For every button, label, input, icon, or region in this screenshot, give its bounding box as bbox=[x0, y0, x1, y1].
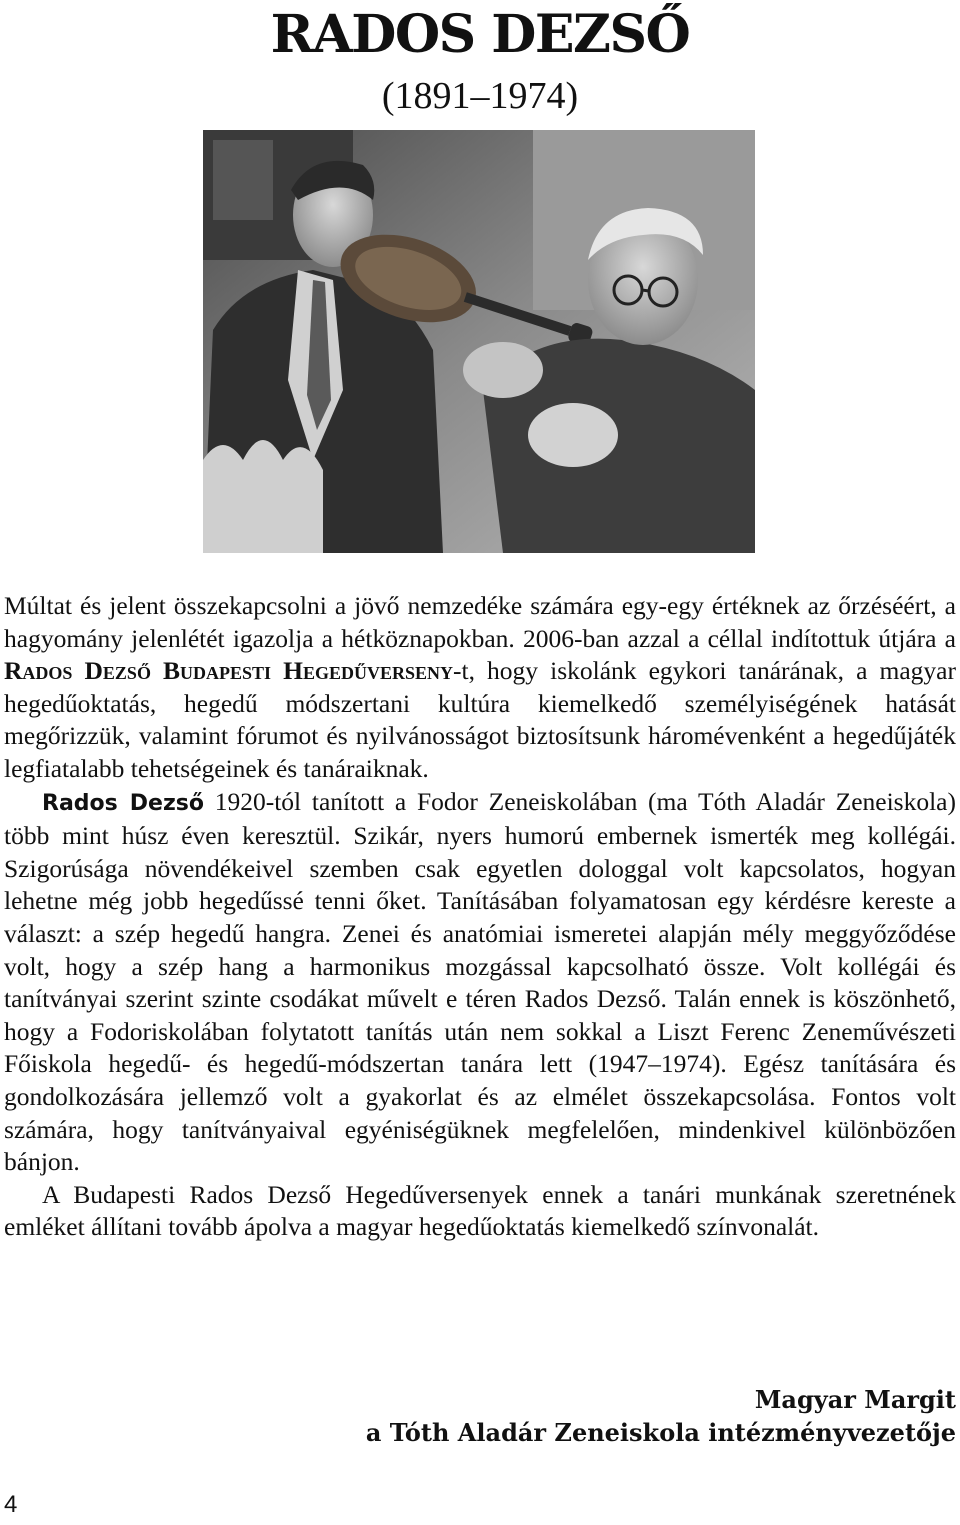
article-body bbox=[4, 590, 956, 1244]
life-years: (1891–1974) bbox=[381, 75, 579, 117]
paragraph-intro bbox=[4, 590, 956, 786]
paragraph-closing: A Budapesti Rados Dezső Hegedűversenyek ennek a tanári munkának szeretnének emléket állítani tovább ápolva a magyar hegedűoktatás kiemelkedő színvonalát. bbox=[4, 1179, 956, 1242]
competition-name: Rados Dezső Budapesti Hegedűverseny bbox=[4, 656, 453, 686]
intro-text-part1: Múltat és jelent összekapcsolni a jövő nemzedéke számára egy-egy értéknek az őrzéséért, a hagyomány jelenlétét igazolja a hétköznapokban. 2006-ban azzal a céllal indítottuk útjára a bbox=[4, 591, 956, 653]
violin-lesson-photo bbox=[203, 130, 755, 553]
signature-role: a Tóth Aladár Zeneiskola intézményvezetője bbox=[365, 1418, 956, 1447]
page-title: RADOS DEZSŐ bbox=[270, 4, 690, 65]
teacher-name: Rados Dezső bbox=[42, 790, 204, 816]
page-number: 4 bbox=[4, 1491, 18, 1518]
signature-name: Magyar Margit bbox=[754, 1385, 956, 1414]
intro-text-part2: -t, hogy iskolánk egykori tanárának, a magyar hegedűoktatás, hegedű módszertani kultúra kiemelkedő személyiségének hatását megőrizzük, valamint fórumot és nyilvánosságot biztosítsunk háromévenként a hegedűjáték legfiatalabb tehetségeinek és tanáraiknak. bbox=[4, 656, 956, 783]
biography-text: 1920-tól tanított a Fodor Zeneiskolában (ma Tóth Aladár Zeneiskola) több mint húsz éven keresztül. Szikár, nyers humorú embernek ismerték meg kollégái. Szigorúsága növendékeivel szemben csak egyetlen dologgal volt kapcsolatos, hogyan lehetne még jobb hegedűssé tenni őket. Tanításában folyamatosan egy kérdésre kereste a választ: a szép hegedű hangra. Zenei és anatómiai ismeretei alapján mély meggyőződése volt, hogy a szép hang a harmonikus mozgással kapcsolható össze. Volt kollégái és tanítványai szerint szinte csodákat művelt e téren Rados Dezső. Talán ennek is köszönhető, hogy a Fodoriskolában folytatott tanítás után nem sokkal a Liszt Ferenc Zeneművészeti Főiskola hegedű- és hegedű-módszertan tanára lett (1947–1974). Egész tanítására és gondolkozására jellemző volt a gyakorlat és az elmélet összekapcsolása. Fontos volt számára, hogy tanítványaival egyéniségüknek megfelelően, mindenkivel különbözően bánjon. bbox=[4, 786, 956, 1177]
paragraph-biography bbox=[4, 786, 956, 1179]
